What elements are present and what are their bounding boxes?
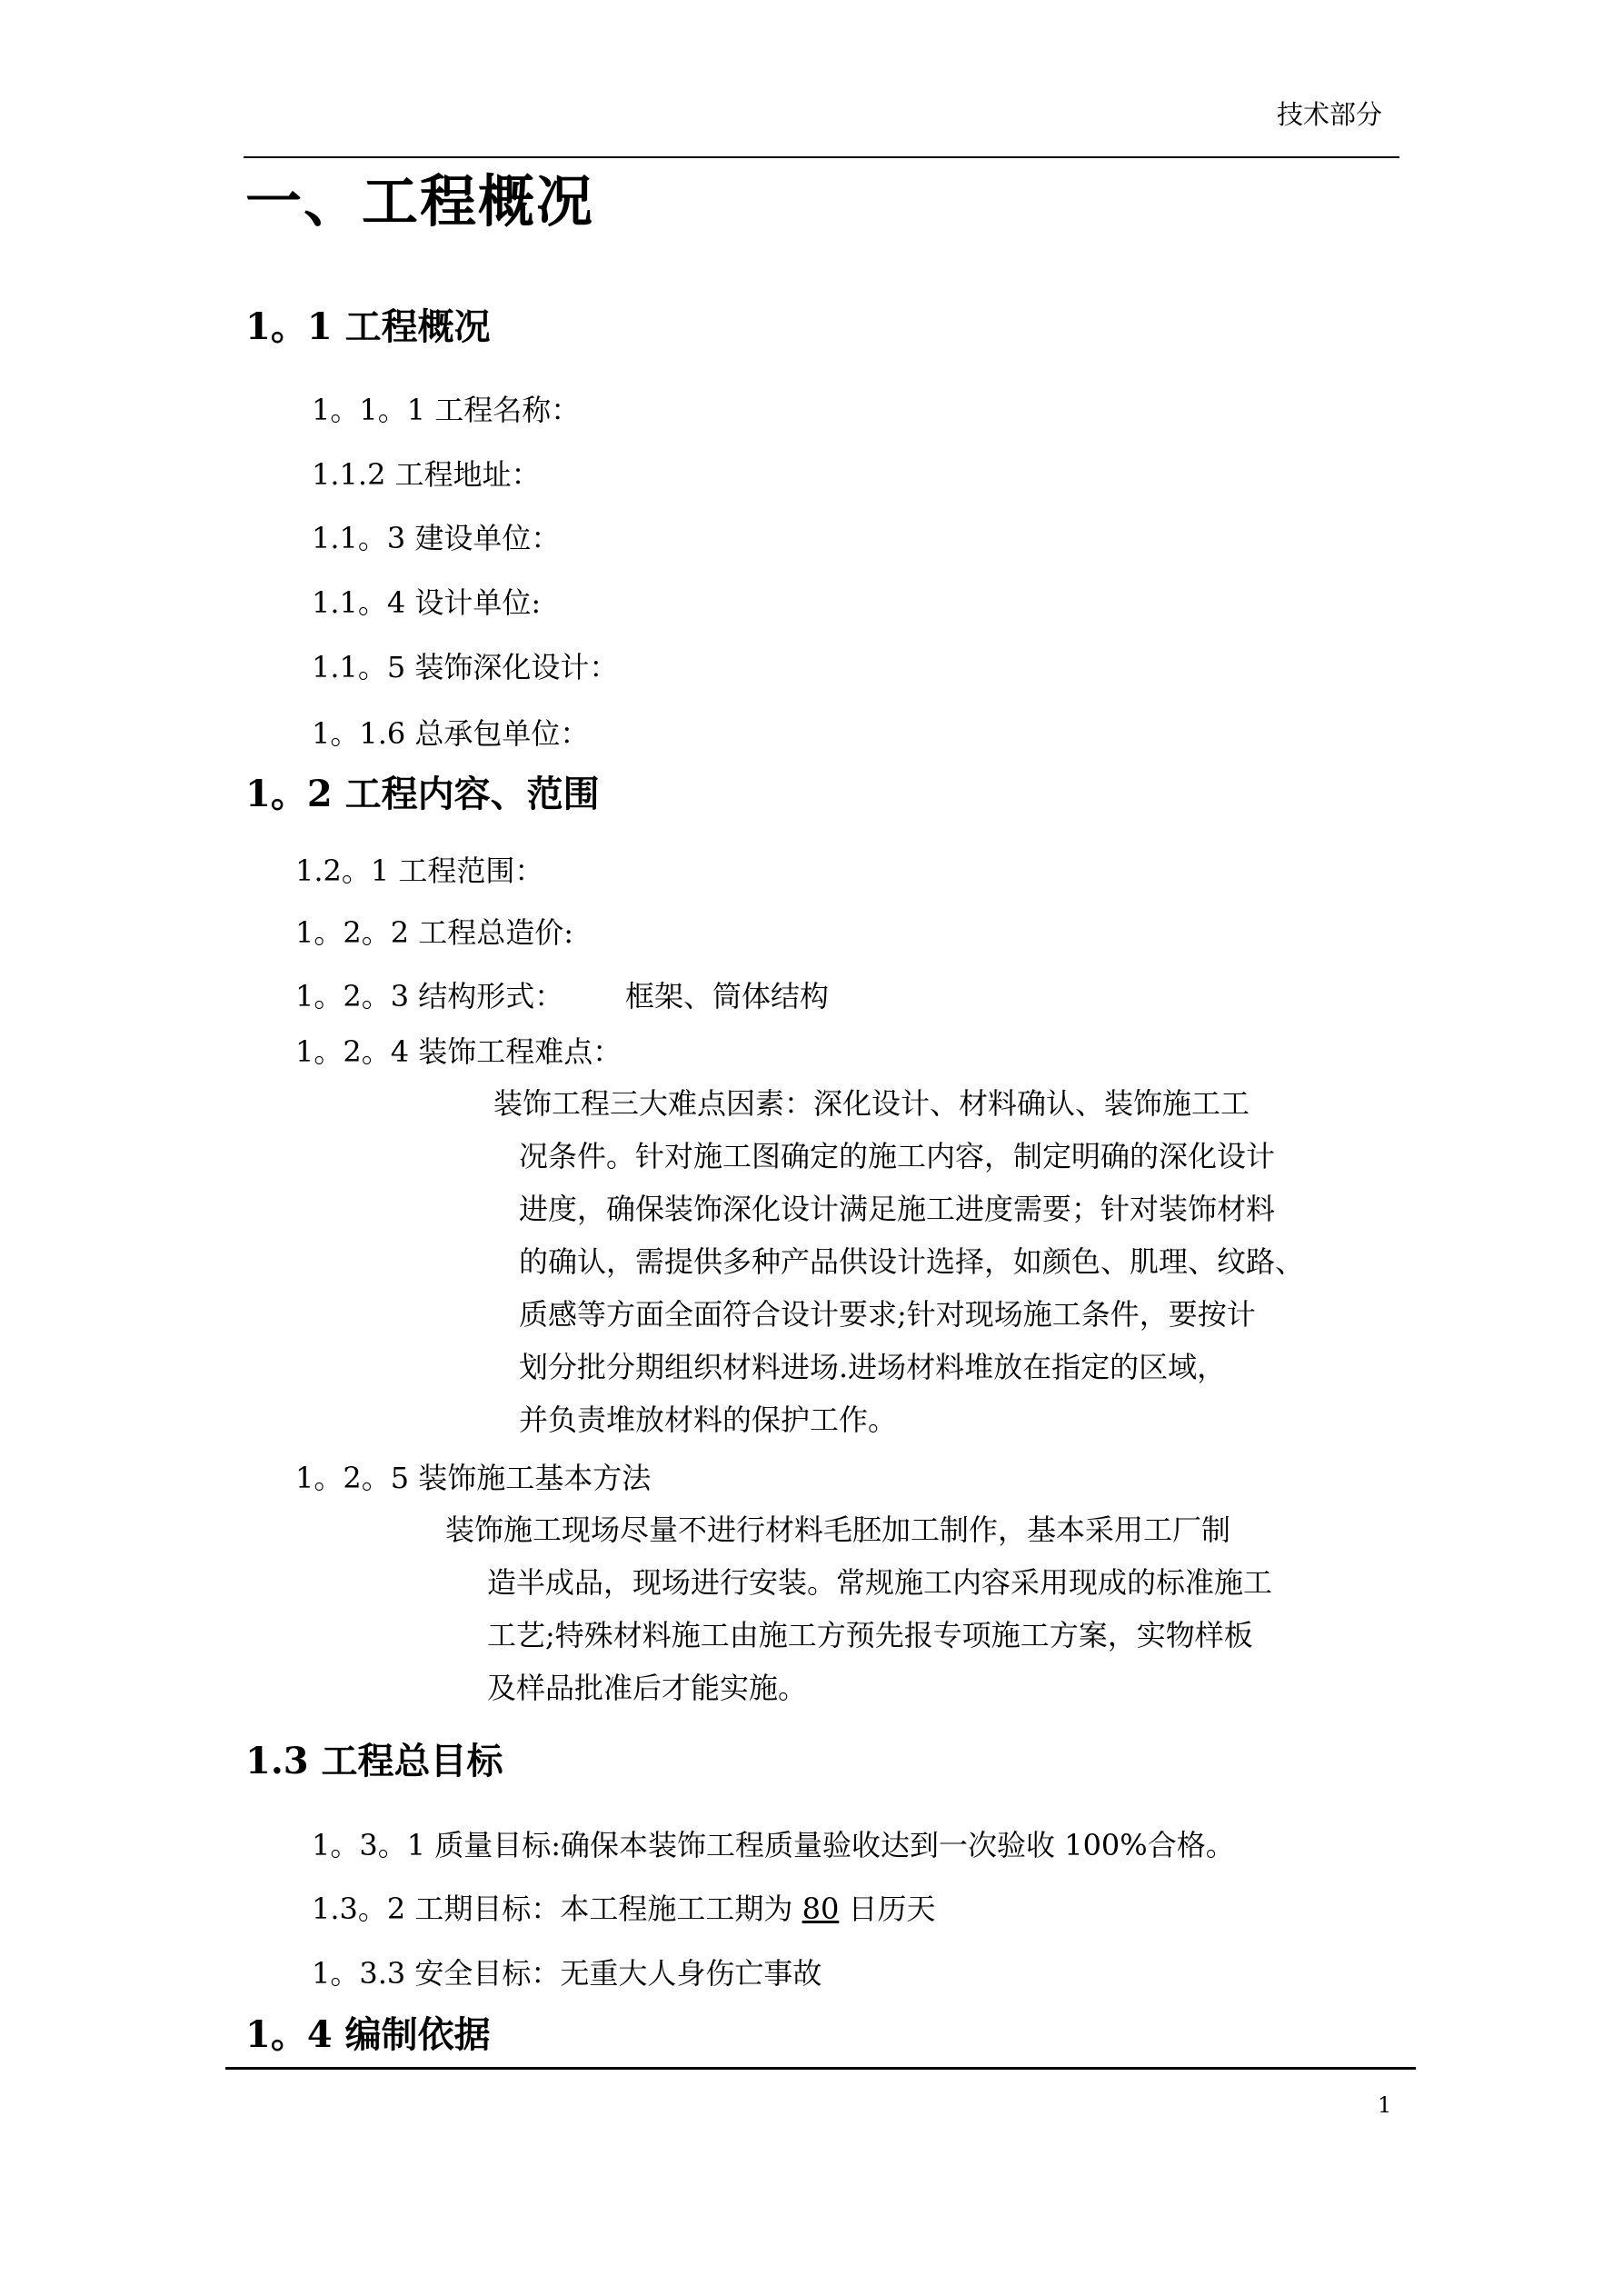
- paragraph-line: 装饰施工现场尽量不进行材料毛胚加工制作，基本采用工厂制: [445, 1512, 1231, 1547]
- paragraph-line: 质感等方面全面符合设计要求;针对现场施工条件，要按计: [519, 1297, 1256, 1332]
- paragraph-line: 装饰工程三大难点因素：深化设计、材料确认、装饰施工工: [493, 1086, 1250, 1121]
- item-scope: 1.2。1 工程范围：: [295, 854, 544, 888]
- paragraph-line: 况条件。针对施工图确定的施工内容，制定明确的深化设计: [519, 1139, 1276, 1173]
- paragraph-line: 并负责堆放材料的保护工作。: [519, 1403, 898, 1437]
- schedule-prefix: 1.3。2 工期目标：本工程施工工期为: [312, 1892, 802, 1926]
- item-difficulties: 1。2。4 装饰工程难点：: [295, 1034, 622, 1069]
- item-schedule-target: [312, 1886, 936, 1928]
- paragraph-line: 造半成品，现场进行安装。常规施工内容采用现成的标准施工: [487, 1565, 1273, 1600]
- section-1-4-heading: 1。4 编制依据: [245, 2013, 491, 2056]
- footer-rule: [225, 2067, 1416, 2070]
- paragraph-line: 工艺;特殊材料施工由施工方预先报专项施工方案，实物样板: [487, 1618, 1253, 1652]
- item-project-address: 1.1.2 工程地址：: [312, 457, 541, 492]
- item-basic-method: 1。2。5 装饰施工基本方法: [295, 1461, 652, 1495]
- item-project-name: 1。1。1 工程名称：: [312, 393, 581, 427]
- item-safety-target: 1。3.3 安全目标：无重大人身伤亡事故: [312, 1956, 822, 1991]
- paragraph-line: 进度，确保装饰深化设计满足施工进度需要；针对装饰材料: [519, 1192, 1276, 1226]
- page-number: 1: [1378, 2092, 1392, 2118]
- schedule-days: 80: [802, 1892, 840, 1926]
- item-owner: 1.1。3 建设单位：: [312, 521, 561, 555]
- section-1-2-heading: 1。2 工程内容、范围: [245, 773, 600, 815]
- header-label: 技术部分: [1277, 99, 1383, 130]
- section-1-3-heading: 1.3 工程总目标: [245, 1740, 503, 1782]
- structure-value: 框架、筒体结构: [625, 979, 830, 1013]
- item-designer: 1.1。4 设计单位:: [312, 585, 542, 620]
- schedule-suffix: 日历天: [839, 1892, 936, 1926]
- section-1-1-heading: 1。1 工程概况: [245, 305, 491, 348]
- item-deepening-design: 1.1。5 装饰深化设计：: [312, 650, 619, 684]
- method-paragraph: [445, 1503, 1272, 1714]
- paragraph-line: 的确认，需提供多种产品供设计选择，如颜色、肌理、纹路、: [519, 1244, 1305, 1279]
- item-quality-target: 1。3。1 质量目标:确保本装饰工程质量验收达到一次验收 100%合格。: [312, 1828, 1235, 1862]
- item-total-cost: 1。2。2 工程总造价:: [295, 915, 574, 950]
- item-structure: 1。2。3 结构形式：: [295, 979, 564, 1013]
- paragraph-line: 划分批分期组织材料进场.进场材料堆放在指定的区域，: [519, 1350, 1227, 1384]
- item-general-contractor: 1。1.6 总承包单位：: [312, 716, 590, 751]
- difficulties-paragraph: [493, 1077, 1304, 1446]
- paragraph-line: 及样品批准后才能实施。: [487, 1671, 808, 1705]
- document-title: 一、工程概况: [245, 168, 595, 235]
